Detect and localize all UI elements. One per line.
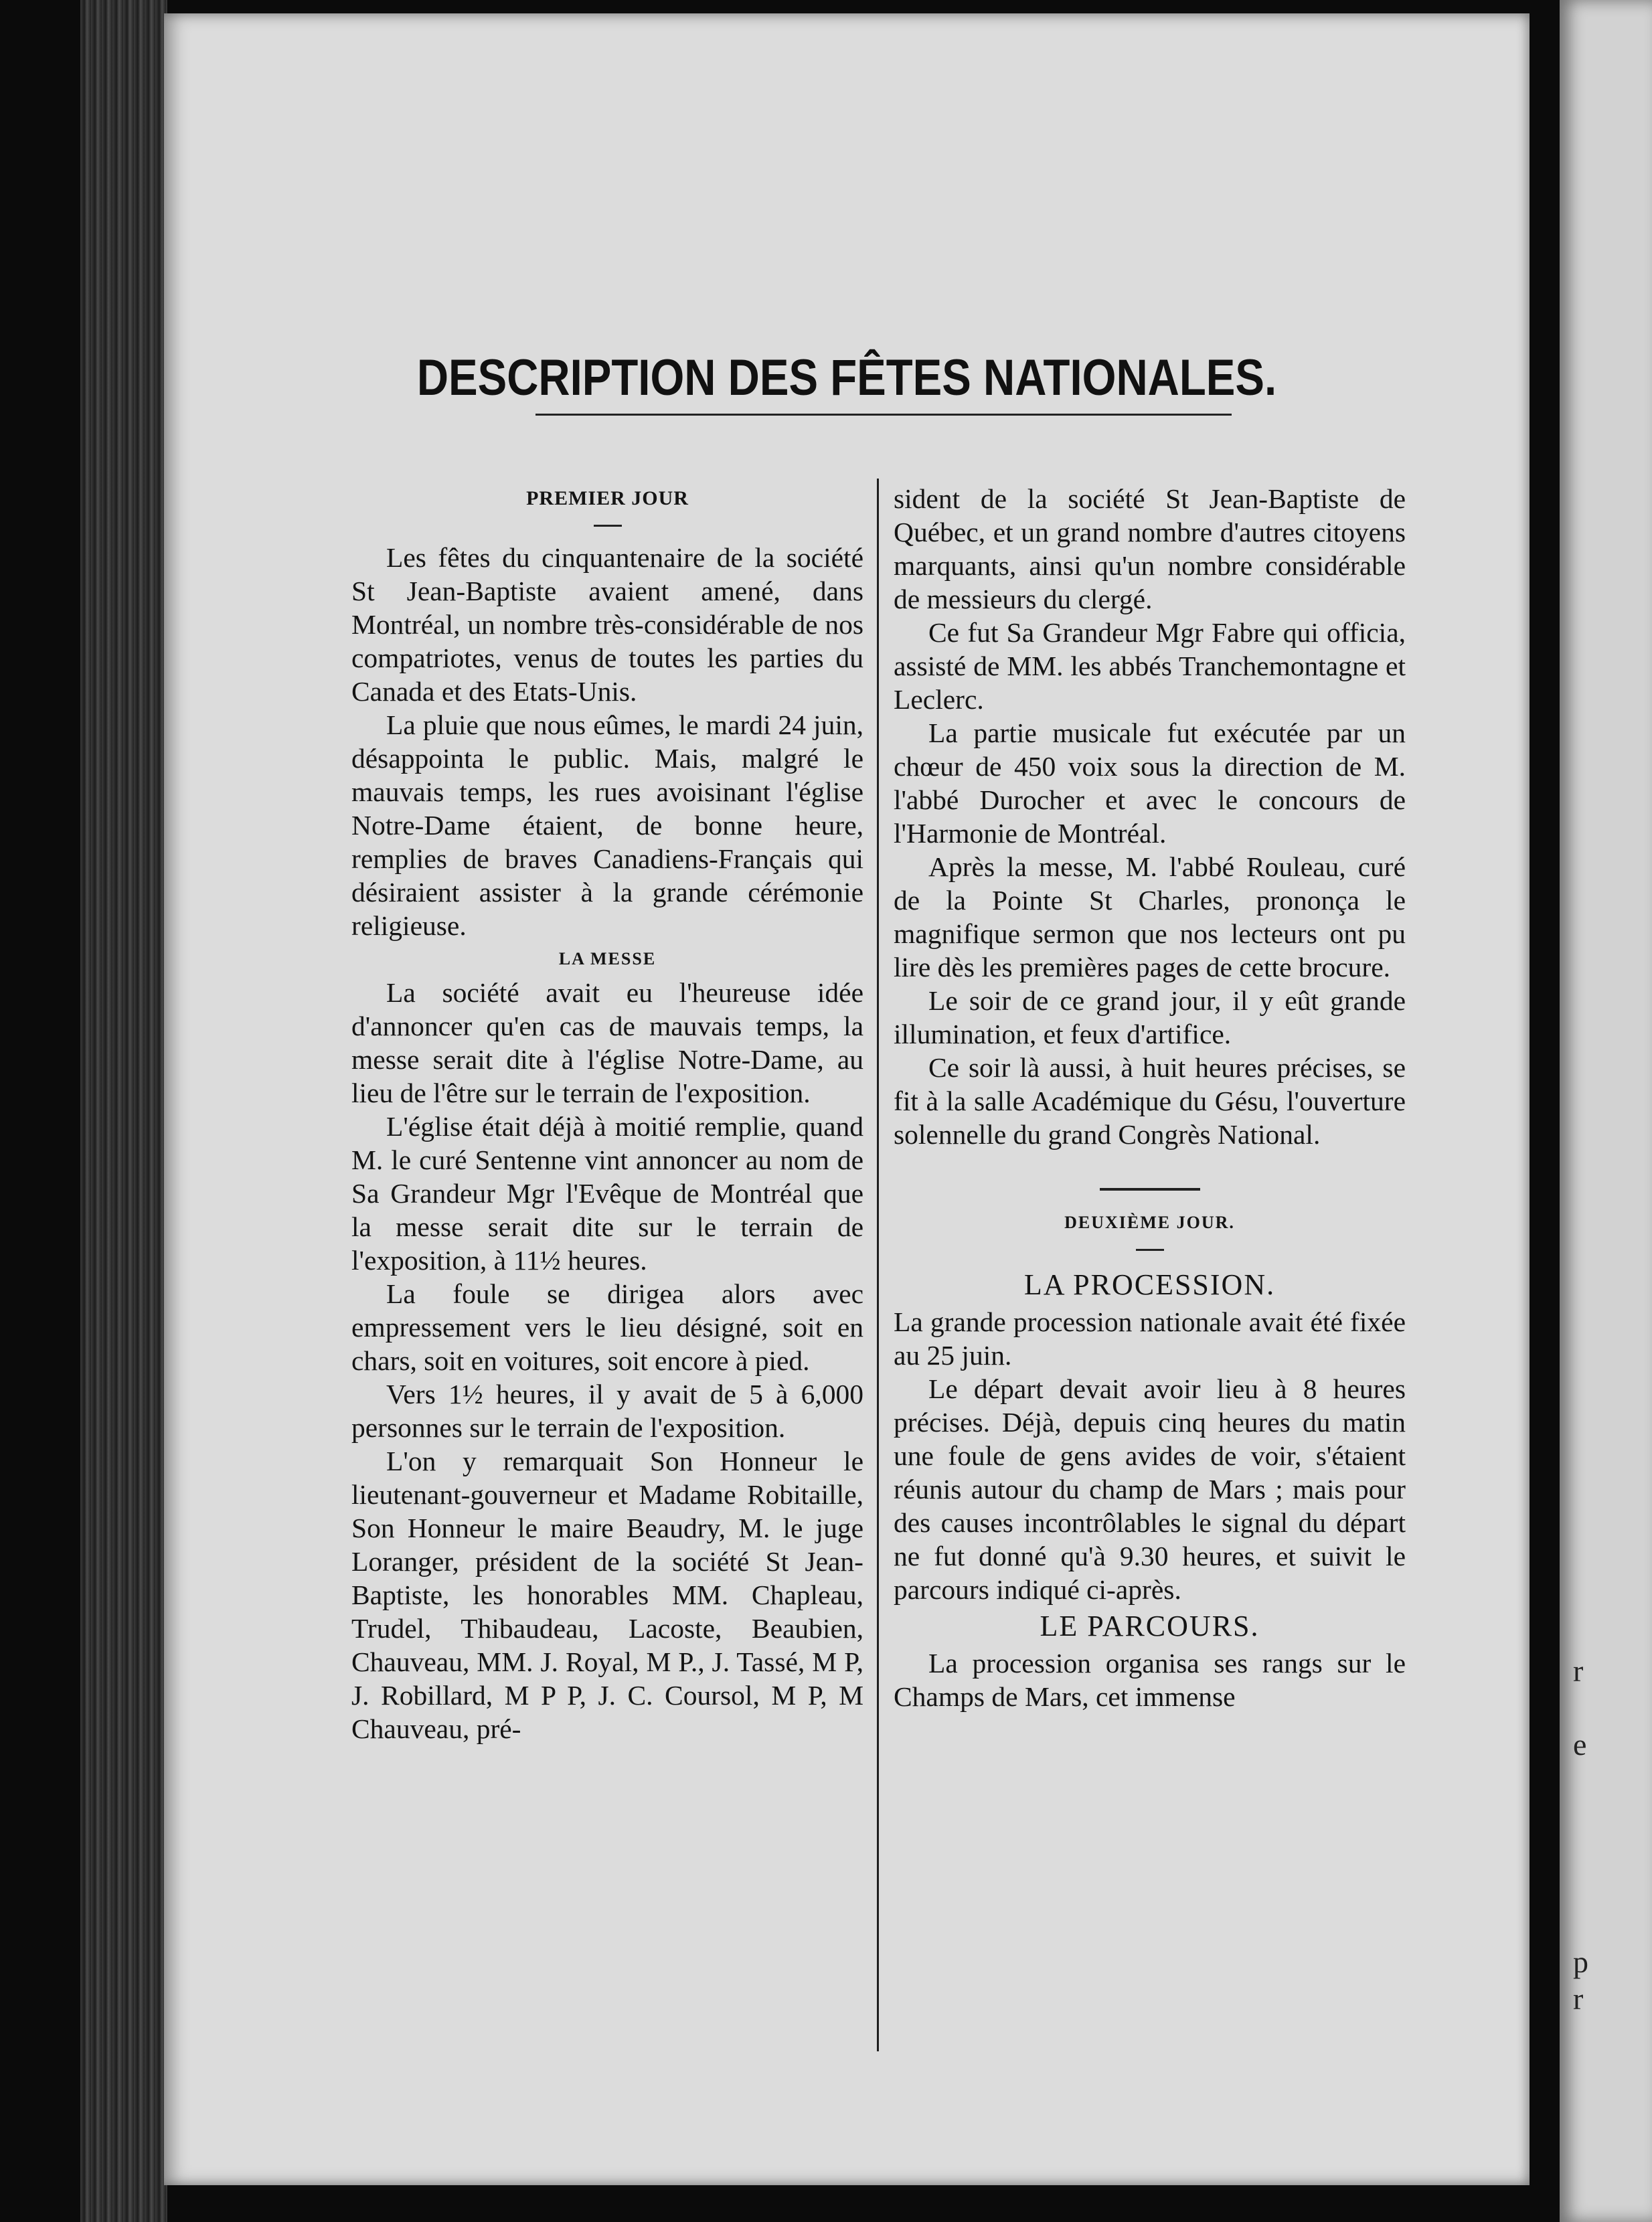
book-page bbox=[164, 13, 1530, 2185]
right-column bbox=[894, 482, 1406, 1713]
page-title: DESCRIPTION DES FÊTES NATIONALES. bbox=[416, 349, 1277, 406]
title-rule bbox=[535, 414, 1232, 416]
section-heading: LE PARCOURS. bbox=[1040, 1610, 1260, 1642]
long-rule bbox=[1100, 1188, 1200, 1191]
paragraph: La procession organisa ses rangs sur le Champs de Mars, cet immense bbox=[894, 1648, 1406, 1712]
facing-page-fragment: r bbox=[1573, 1982, 1584, 2016]
left-column bbox=[351, 482, 863, 1745]
section-dash bbox=[894, 1240, 1406, 1265]
section-dash bbox=[351, 515, 863, 541]
section-subhead: PREMIER JOUR bbox=[526, 487, 689, 509]
paragraph: Le soir de ce grand jour, il y eût grande illumination, et feux d'artifice. bbox=[894, 985, 1406, 1049]
paragraph: La société avait eu l'heureuse idée d'annoncer qu'en cas de mauvais temps, la messe serait dite à l'église Notre-Dame, au lieu de l'être sur le terrain de l'exposition. bbox=[351, 977, 863, 1108]
short-rule bbox=[1136, 1249, 1164, 1251]
paragraph: La pluie que nous eûmes, le mardi 24 juin, désappointa le public. Mais, malgré le mauvais temps, les rues avoisinant l'église Notre-Dame étaient, de bonne heure, remplies de braves Canadiens-Français qui désiraient assister à la grande cérémonie religieuse. bbox=[351, 709, 863, 941]
paragraph: L'on y remarquait Son Honneur le lieutenant-gouverneur et Madame Robitaille, Son Honneur le maire Beaudry, M. le juge Loranger, président de la société St Jean-Baptiste, les honorables MM. Chapleau, Trudel, Thibaudeau, Lacoste, Beaubien, Chauveau, MM. J. Royal, M P., J. Tassé, M P, J. Robillard, M P P, J. C. Coursol, M P, M Chauveau, pré- bbox=[351, 1446, 863, 1744]
facing-page-fragment: r bbox=[1573, 1654, 1584, 1688]
section-separator bbox=[894, 1181, 1406, 1187]
paragraph: La partie musicale fut exécutée par un chœur de 450 voix sous la direction de M. l'abbé Durocher et avec le concours de l'Harmonie de Montréal. bbox=[894, 717, 1406, 849]
paragraph: Le départ devait avoir lieu à 8 heures précises. Déjà, depuis cinq heures du matin une foule de gens avides de voir, s'étaient réunis autour du champ de Mars ; mais pour des causes incontrôlables le signal du départ ne fut donné qu'à 9.30 heures, et suivit le parcours indiqué ci-après. bbox=[894, 1373, 1406, 1605]
paragraph: Les fêtes du cinquantenaire de la société St Jean-Baptiste avaient amené, dans Montréal, un nombre très-considérable de nos compatriotes, venus de toutes les parties du Canada et des Etats-Unis. bbox=[351, 542, 863, 707]
section-subhead: DEUXIÈME JOUR. bbox=[1064, 1213, 1235, 1232]
paragraph: L'église était déjà à moitié remplie, quand M. le curé Sentenne vint annoncer au nom de Sa Grandeur Mgr l'Evêque de Montréal que la messe serait dite sur le terrain de l'exposition, à 11½ heures. bbox=[351, 1111, 863, 1276]
column-divider bbox=[877, 479, 879, 2051]
facing-page-fragment: p bbox=[1573, 1945, 1588, 1979]
paragraph: Vers 1½ heures, il y avait de 5 à 6,000 personnes sur le terrain de l'exposition. bbox=[351, 1379, 863, 1443]
facing-page-fragment: e bbox=[1573, 1727, 1587, 1762]
paragraph: sident de la société St Jean-Baptiste de Québec, et un grand nombre d'autres citoyens marquants, ainsi qu'un nombre considérable de messieurs du clergé. bbox=[894, 483, 1406, 614]
paragraph: La foule se dirigea alors avec empressement vers le lieu désigné, soit en chars, soit en voitures, soit encore à pied. bbox=[351, 1278, 863, 1376]
book-page-edges bbox=[80, 0, 167, 2222]
short-rule bbox=[594, 525, 622, 527]
section-heading: LA PROCESSION. bbox=[1023, 1268, 1276, 1301]
facing-page-margin bbox=[1560, 0, 1652, 2222]
paragraph: La grande procession nationale avait été fixée au 25 juin. bbox=[894, 1306, 1406, 1371]
paragraph: Après la messe, M. l'abbé Rouleau, curé de la Pointe St Charles, prononça le magnifique sermon que nos lecteurs ont pu lire dès les premières pages de cette brocure. bbox=[894, 851, 1406, 982]
section-subhead: LA MESSE bbox=[558, 949, 657, 968]
paragraph: Ce soir là aussi, à huit heures précises, se fit à la salle Académique du Gésu, l'ouverture solennelle du grand Congrès National. bbox=[894, 1052, 1406, 1150]
paragraph: Ce fut Sa Grandeur Mgr Fabre qui officia, assisté de MM. les abbés Tranchemontagne et Leclerc. bbox=[894, 617, 1406, 715]
